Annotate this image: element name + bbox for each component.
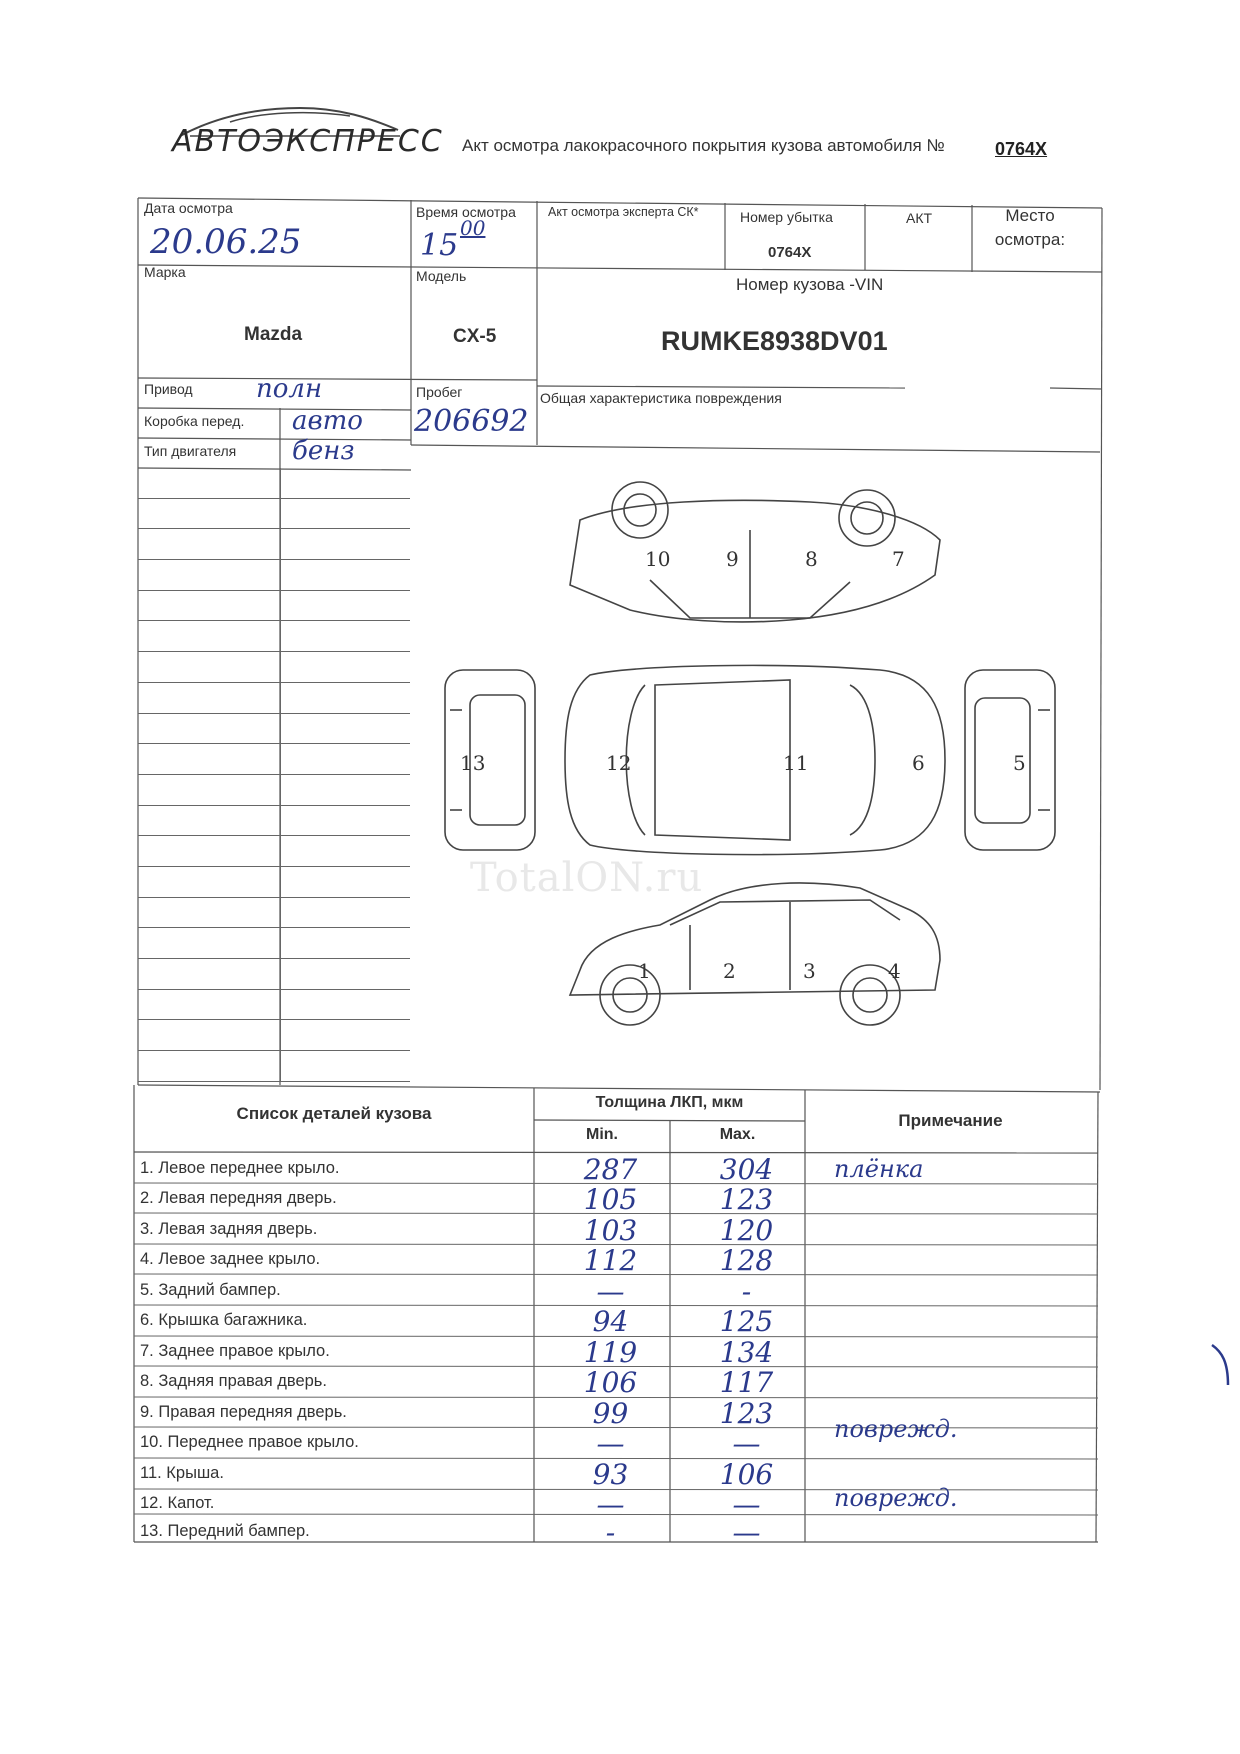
table-row (134, 1305, 1098, 1336)
part-max: 125 (719, 1305, 774, 1338)
max-column-header: Max. (719, 1126, 756, 1143)
gearbox-label: Коробка перед. (144, 413, 245, 429)
act-label: АКТ (906, 210, 933, 226)
zone-label-9: 9 (726, 547, 739, 571)
part-name: 6. Крышка багажника. (140, 1311, 308, 1329)
table-row (134, 1244, 1098, 1275)
table-row (134, 1366, 1098, 1397)
loss-number-label: Номер убытка (740, 209, 833, 225)
part-max: 134 (719, 1336, 774, 1369)
watermark: TotalON.ru (470, 855, 704, 901)
part-name: 10. Переднее правое крыло. (140, 1433, 359, 1451)
part-max: 106 (719, 1458, 774, 1491)
zone-label-12: 12 (606, 751, 632, 775)
zone-label-4: 4 (888, 959, 901, 983)
part-min: — (596, 1427, 625, 1460)
part-min: 112 (583, 1244, 638, 1277)
part-name: 2. Левая передняя дверь. (140, 1189, 337, 1207)
part-min: 287 (583, 1153, 638, 1186)
part-min: — (596, 1275, 625, 1308)
part-name: 11. Крыша. (140, 1464, 224, 1482)
part-max: — (732, 1488, 761, 1521)
gearbox-value: авто (292, 406, 363, 436)
part-name: 8. Задняя правая дверь. (140, 1372, 327, 1390)
part-max: — (732, 1516, 761, 1549)
part-max: 120 (719, 1214, 774, 1247)
part-min: 94 (592, 1305, 629, 1338)
zone-label-1: 1 (638, 959, 651, 983)
side-empty-grid (138, 468, 410, 1082)
part-min: — (596, 1488, 625, 1521)
min-column-header: Min. (586, 1126, 618, 1143)
vin-value: RUMKE8938DV01 (661, 326, 888, 356)
loss-number-value: 0764X (768, 244, 812, 261)
car-body-diagram (430, 470, 1090, 1080)
document-title: Акт осмотра лакокрасочного покрытия кузова автомобиля № (462, 136, 945, 155)
part-name: 3. Левая задняя дверь. (140, 1220, 318, 1238)
part-max: — (732, 1427, 761, 1460)
zone-label-7: 7 (892, 547, 905, 571)
part-min: - (605, 1516, 616, 1549)
time-label: Время осмотра (416, 204, 516, 220)
expert-act-label: Акт осмотра эксперта СК* (548, 205, 699, 219)
table-row (134, 1153, 1098, 1184)
mileage-value: 206692 (414, 404, 529, 439)
zone-label-3: 3 (803, 959, 816, 983)
drive-value: полн (256, 374, 323, 404)
car-right-side (570, 500, 940, 622)
part-name: 1. Левое переднее крыло. (140, 1159, 340, 1177)
part-name: 9. Правая передняя дверь. (140, 1403, 347, 1421)
part-name: 7. Заднее правое крыло. (140, 1342, 330, 1360)
diagram-zone-labels (460, 547, 1026, 983)
vin-label: Номер кузова -VIN (736, 275, 884, 294)
part-name: 12. Капот. (140, 1494, 215, 1512)
part-max: 128 (719, 1244, 774, 1277)
time-value: 15 (420, 228, 459, 263)
part-min: 106 (583, 1366, 638, 1399)
table-row (134, 1516, 1098, 1547)
parts-column-header: Список деталей кузова (236, 1104, 432, 1123)
engine-value: бенз (292, 436, 355, 466)
date-label: Дата осмотра (144, 200, 233, 216)
zone-label-8: 8 (805, 547, 818, 571)
part-name: 5. Задний бампер. (140, 1281, 281, 1299)
table-row (134, 1275, 1098, 1306)
part-max: 123 (719, 1183, 774, 1216)
zone-label-13: 13 (460, 751, 486, 775)
date-value: 20.06.25 (150, 222, 302, 262)
table-row (134, 1183, 1098, 1214)
table-row (134, 1484, 1098, 1521)
engine-label: Тип двигателя (144, 443, 237, 459)
zone-label-2: 2 (723, 959, 736, 983)
part-min: 93 (592, 1458, 629, 1491)
place-label: Место осмотра: (994, 206, 1066, 249)
part-max: 123 (719, 1397, 774, 1430)
part-max: - (741, 1275, 752, 1308)
mileage-label: Пробег (416, 384, 463, 400)
brand-label: Марка (144, 264, 186, 280)
brand-value: Mazda (244, 324, 303, 345)
part-max: 117 (719, 1366, 774, 1399)
damage-label: Общая характеристика повреждения (540, 390, 782, 406)
part-name: 13. Передний бампер. (140, 1522, 310, 1540)
model-label: Модель (416, 268, 467, 284)
logo-text: АВТОЭКСПРЕСС (172, 124, 444, 159)
zone-label-5: 5 (1013, 751, 1026, 775)
part-min: 103 (583, 1214, 638, 1247)
part-note: поврежд. (834, 1415, 958, 1443)
time-value-minutes: 00 (460, 216, 486, 240)
table-row (134, 1415, 1098, 1460)
thickness-column-header: Толщина ЛКП, мкм (595, 1094, 744, 1111)
part-min: 119 (583, 1336, 638, 1369)
table-row (134, 1336, 1098, 1367)
drive-label: Привод (144, 381, 193, 397)
table-row (134, 1214, 1098, 1245)
part-min: 105 (583, 1183, 638, 1216)
part-note: поврежд. (834, 1484, 958, 1512)
model-value: CX-5 (453, 326, 497, 347)
zone-label-11: 11 (783, 751, 809, 775)
part-min: 99 (592, 1397, 629, 1430)
part-note: плёнка (834, 1155, 924, 1183)
part-name: 4. Левое заднее крыло. (140, 1250, 321, 1268)
zone-label-6: 6 (912, 751, 925, 775)
act-number: 0764X (995, 139, 1048, 159)
note-column-header: Примечание (898, 1111, 1003, 1130)
part-max: 304 (719, 1153, 774, 1186)
zone-label-10: 10 (645, 547, 671, 571)
